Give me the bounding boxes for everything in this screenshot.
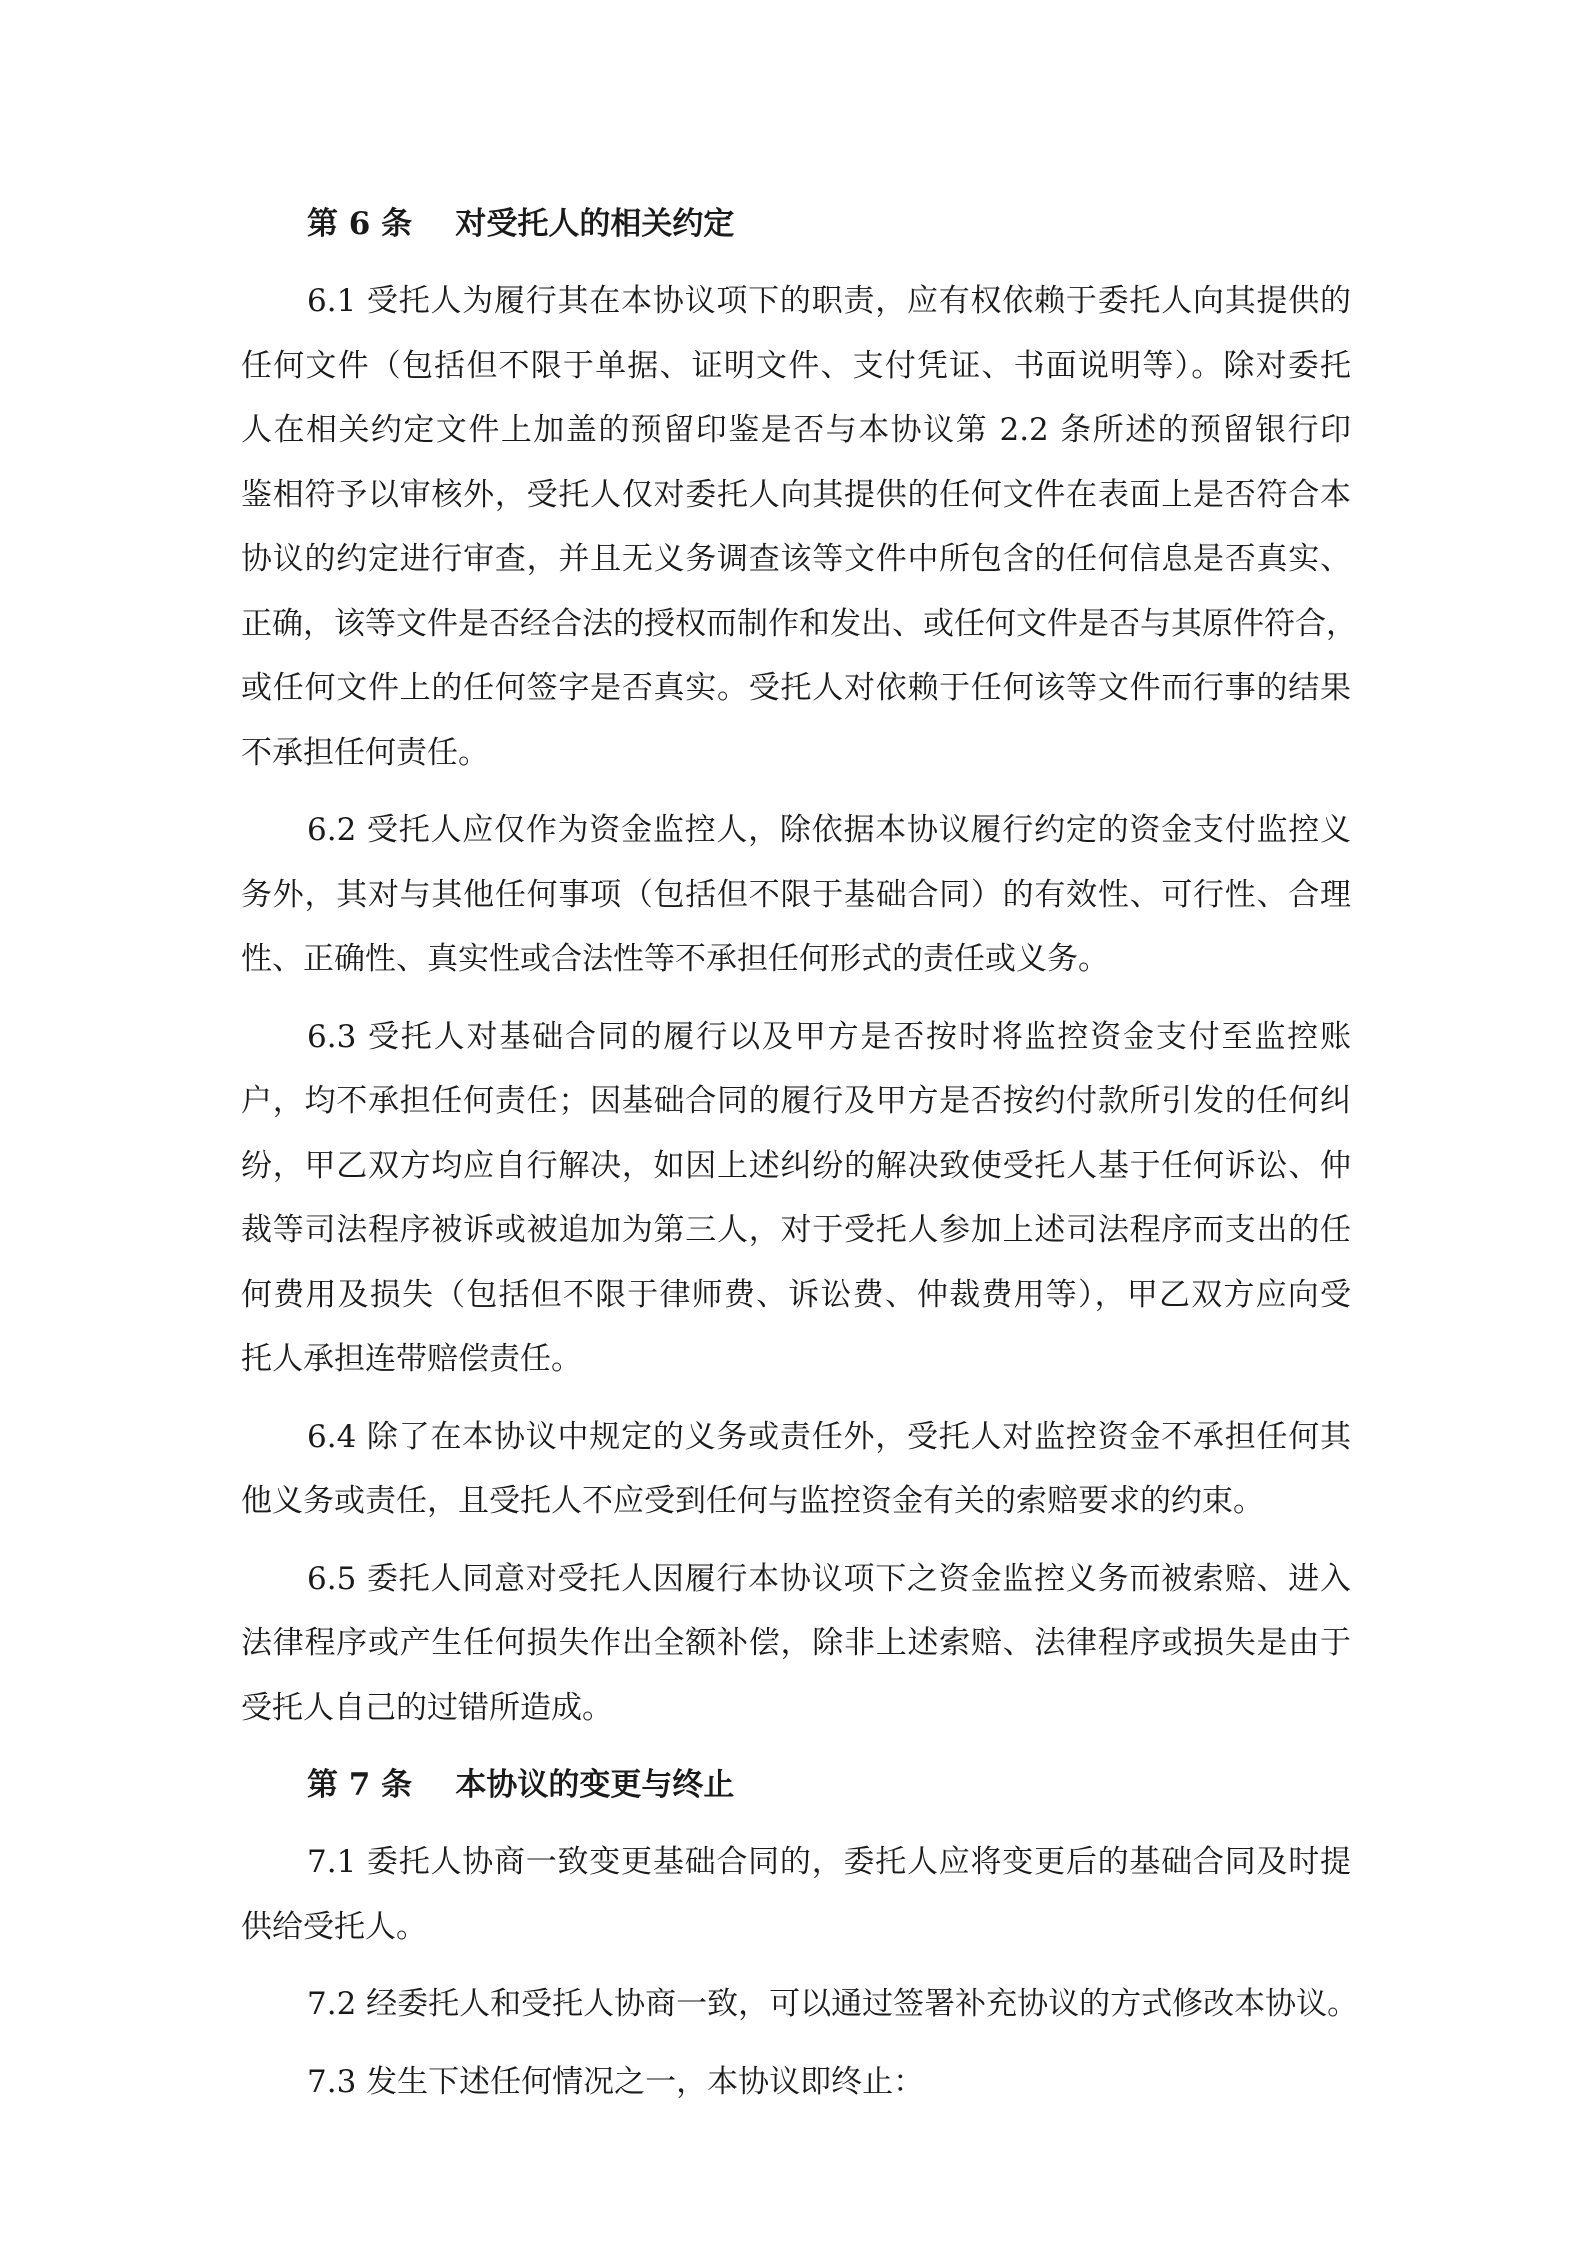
text-line: 法律程序或产生任何损失作出全额补偿，除非上述索赔、法律程序或损失是由于 xyxy=(241,1625,1351,1661)
text-line: 7.3 发生下述任何情况之一，本协议即终止： xyxy=(307,2063,925,2100)
text-line: 6.4 除了在本协议中规定的义务或责任外，受托人对监控资金不承担任何其 xyxy=(307,1418,1351,1455)
clause-6-3 xyxy=(241,1005,1351,1392)
text-line: 7.1 委托人协商一致变更基础合同的，委托人应将变更后的基础合同及时提 xyxy=(307,1844,1351,1880)
text-line: 6.2 受托人应仅作为资金监控人，除依据本协议履行约定的资金支付监控义 xyxy=(307,812,1351,848)
text-line: 不承担任何责任。 xyxy=(241,734,489,771)
text-line: 务外，其对与其他任何事项（包括但不限于基础合同）的有效性、可行性、合理 xyxy=(241,876,1351,913)
clause-7-1 xyxy=(241,1830,1351,1959)
text-line: 受托人自己的过错所造成。 xyxy=(241,1689,613,1726)
text-line: 户，均不承担任何责任；因基础合同的履行及甲方是否按约付款所引发的任何纠 xyxy=(241,1083,1351,1119)
clause-6-2 xyxy=(241,798,1351,992)
text-line: 6.1 受托人为履行其在本协议项下的职责，应有权依赖于委托人向其提供的 xyxy=(307,283,1351,319)
text-line: 他义务或责任，且受托人不应受到任何与监控资金有关的索赔要求的约束。 xyxy=(241,1483,1264,1519)
text-line: 裁等司法程序被诉或被追加为第三人，对于受托人参加上述司法程序而支出的任 xyxy=(241,1212,1351,1248)
text-line: 供给受托人。 xyxy=(241,1908,427,1945)
clause-7-2 xyxy=(241,1972,1359,2037)
document-body xyxy=(241,192,1359,2127)
clause-6-4 xyxy=(241,1405,1351,1534)
text-line: 托人承担连带赔偿责任。 xyxy=(241,1341,582,1377)
text-line: 纷，甲乙双方均应自行解决，如因上述纠纷的解决致使受托人基于任何诉讼、仲 xyxy=(241,1147,1351,1184)
text-line: 鉴相符予以审核外，受托人仅对委托人向其提供的任何文件在表面上是否符合本 xyxy=(241,476,1351,513)
text-line: 协议的约定进行审查，并且无义务调查该等文件中所包含的任何信息是否真实、 xyxy=(241,541,1351,577)
text-line: 任何文件（包括但不限于单据、证明文件、支付凭证、书面说明等）。除对委托 xyxy=(241,347,1351,384)
text-line: 或任何文件上的任何签字是否真实。受托人对依赖于任何该等文件而行事的结果 xyxy=(241,670,1351,706)
section-heading-7: 第 7 条 本协议的变更与终止 xyxy=(307,1767,735,1803)
clause-7-3 xyxy=(241,2050,1351,2115)
text-line: 6.3 受托人对基础合同的履行以及甲方是否按时将监控资金支付至监控账 xyxy=(307,1018,1351,1055)
text-line: 7.2 经委托人和受托人协商一致，可以通过签署补充协议的方式修改本协议。 xyxy=(307,1986,1359,2022)
text-line: 正确，该等文件是否经合法的授权而制作和发出、或任何文件是否与其原件符合， xyxy=(241,605,1357,642)
text-line: 6.5 委托人同意对受托人因履行本协议项下之资金监控义务而被索赔、进入 xyxy=(307,1560,1351,1597)
clause-6-5 xyxy=(241,1547,1351,1741)
text-line: 性、正确性、真实性或合法性等不承担任何形式的责任或义务。 xyxy=(241,941,1109,977)
text-line: 人在相关约定文件上加盖的预留印鉴是否与本协议第 2.2 条所述的预留银行印 xyxy=(241,412,1351,448)
section-heading-6: 第 6 条 对受托人的相关约定 xyxy=(307,206,735,242)
clause-6-1 xyxy=(241,269,1357,785)
text-line: 何费用及损失（包括但不限于律师费、诉讼费、仲裁费用等），甲乙双方应向受 xyxy=(241,1276,1351,1313)
